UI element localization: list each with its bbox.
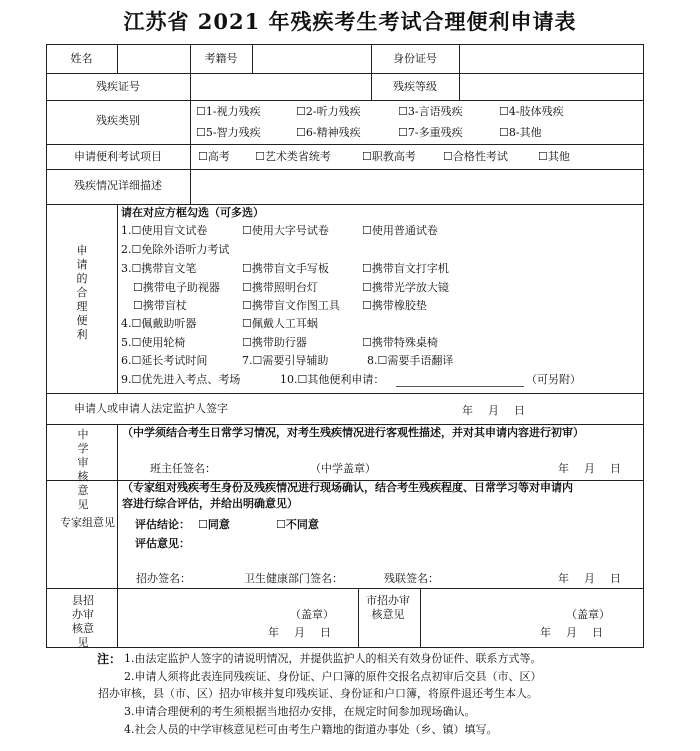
disability-detail-field[interactable] xyxy=(193,172,640,202)
accommodation-option[interactable]: 6.☐延长考试时间 xyxy=(121,354,208,367)
exam-type-label: 申请便利考试项目 xyxy=(74,150,162,163)
accommodation-option[interactable]: 5.☐使用轮椅 xyxy=(121,336,186,349)
accommodation-option[interactable]: ☐携带光学放大镜 xyxy=(362,281,449,294)
expert-instruction-line1: （专家组对残疾考生身份及残疾情况进行现场确认，结合考生残疾程度、日常学习等对申请内 xyxy=(122,481,573,494)
exam-type-option[interactable]: ☐其他 xyxy=(538,150,570,163)
form-title: 江苏省 2021 年残疾考生考试合理便利申请表 xyxy=(123,9,577,34)
accommodation-option[interactable]: 1.☐使用盲文试卷 xyxy=(121,224,208,237)
disability-cert-label: 残疾证号 xyxy=(96,80,140,93)
agree-checkbox[interactable]: ☐同意 xyxy=(198,518,230,531)
disability-level-label: 残疾等级 xyxy=(393,80,437,93)
county-seal-note: （盖章） xyxy=(290,608,334,621)
category-option[interactable]: ☐3-言语残疾 xyxy=(398,105,463,118)
name-label: 姓名 xyxy=(70,52,93,65)
accommodation-option[interactable]: ☐携带照明台灯 xyxy=(242,281,318,294)
accommodation-option[interactable]: ☐使用普通试卷 xyxy=(362,224,438,237)
accommodation-option[interactable]: ☐携带助行器 xyxy=(242,336,307,349)
accommodation-option[interactable]: ☐携带盲文手写板 xyxy=(242,262,329,275)
school-review-label: 中学审核意见 xyxy=(77,428,89,511)
note-line: 4.社会人员的中学审核意见栏可由考生户籍地的街道办事处（乡、镇）填写。 xyxy=(124,723,498,736)
disability-cert-field[interactable] xyxy=(193,76,367,98)
city-seal-note: （盖章） xyxy=(566,608,610,621)
category-option[interactable]: ☐4-肢体残疾 xyxy=(499,105,564,118)
accommodation-section-label: 申请的合理便利 xyxy=(76,244,88,341)
signature-date: 年 月 日 xyxy=(462,404,527,417)
accommodation-option[interactable]: ☐佩戴人工耳蜗 xyxy=(242,317,318,330)
county-review-date: 年 月 日 xyxy=(268,626,333,639)
teacher-signature-label: 班主任签名： xyxy=(150,462,216,475)
category-option[interactable]: ☐8-其他 xyxy=(499,126,542,139)
admissions-office-signature-label: 招办签名： xyxy=(136,572,191,585)
assessment-opinion-field[interactable] xyxy=(200,534,630,554)
category-option[interactable]: ☐7-多重残疾 xyxy=(398,126,463,139)
disability-detail-label: 残疾情况详细描述 xyxy=(74,179,162,192)
applicant-signature-field[interactable] xyxy=(270,398,450,420)
disabled-federation-signature-label: 残联签名： xyxy=(384,572,439,585)
school-review-date: 年 月 日 xyxy=(558,462,623,475)
accommodation-option[interactable]: ☐使用大字号试卷 xyxy=(242,224,329,237)
accommodation-option[interactable]: ☐携带特殊桌椅 xyxy=(362,336,438,349)
accommodation-option[interactable]: ☐携带橡胶垫 xyxy=(362,299,427,312)
accommodation-option[interactable]: 4.☐佩戴助听器 xyxy=(121,317,197,330)
health-dept-signature-label: 卫生健康部门签名： xyxy=(244,572,343,585)
accommodation-option[interactable]: ☐携带盲文打字机 xyxy=(362,262,449,275)
category-option[interactable]: ☐6-精神残疾 xyxy=(296,126,361,139)
accommodation-option[interactable]: 8.☐需要手语翻译 xyxy=(367,354,454,367)
school-seal-note: （中学盖章） xyxy=(310,462,376,475)
note-line: 2.申请人须将此表连同残疾证、身份证、户口簿的原件交报名点初审后交县（市、区） xyxy=(124,670,542,683)
exam-type-option[interactable]: ☐职教高考 xyxy=(362,150,416,163)
category-option[interactable]: ☐2-听力残疾 xyxy=(296,105,361,118)
note-line: 招办审核，县（市、区）招办审核并复印残疾证、身份证和户口簿，将原件退还考生本人。 xyxy=(98,687,538,700)
exam-type-option[interactable]: ☐合格性考试 xyxy=(443,150,508,163)
expert-panel-label: 专家组意见 xyxy=(60,516,115,529)
name-field[interactable] xyxy=(120,48,188,70)
note-line: 1.由法定监护人签字的请说明情况，并提供监护人的相关有效身份证件、联系方式等。 xyxy=(124,652,542,665)
accommodation-option[interactable]: 2.☐免除外语听力考试 xyxy=(121,243,230,256)
category-option[interactable]: ☐5-智力残疾 xyxy=(196,126,261,139)
expert-instruction-line2: 容进行综合评估，并给出明确意见） xyxy=(122,497,298,510)
accommodation-option[interactable]: 3.☐携带盲文笔 xyxy=(121,262,197,275)
exam-type-option[interactable]: ☐高考 xyxy=(198,150,230,163)
city-review-date: 年 月 日 xyxy=(540,626,605,639)
accommodation-option[interactable]: 7.☐需要引导辅助 xyxy=(242,354,329,367)
expert-review-date: 年 月 日 xyxy=(558,572,623,585)
id-number-field[interactable] xyxy=(462,48,640,70)
attach-note: （可另附） xyxy=(526,373,581,386)
county-office-review-label: 县招办审核意见 xyxy=(72,594,94,649)
accommodation-option[interactable]: 10.☐其他便利申请： xyxy=(280,373,385,386)
assessment-conclusion-label: 评估结论： xyxy=(135,518,190,531)
disability-category-label: 残疾类别 xyxy=(96,114,140,127)
id-number-label: 身份证号 xyxy=(393,52,437,65)
city-office-review-label: 市招办审核意见 xyxy=(366,594,410,621)
assessment-opinion-label: 评估意见： xyxy=(135,537,190,550)
accommodation-option[interactable]: ☐携带电子助视器 xyxy=(133,281,220,294)
applicant-signature-label: 申请人或申请人法定监护人签字 xyxy=(74,402,228,415)
note-line: 3.申请合理便利的考生须根据当地招办安排，在规定时间参加现场确认。 xyxy=(124,705,476,718)
exam-type-option[interactable]: ☐艺术类省统考 xyxy=(255,150,331,163)
accommodation-option[interactable]: ☐携带盲文作图工具 xyxy=(242,299,340,312)
disability-level-field[interactable] xyxy=(462,76,640,98)
school-review-instruction: （中学须结合考生日常学习情况，对考生残疾情况进行客观性描述，并对其申请内容进行初审） xyxy=(122,426,584,439)
notes-prefix: 注： xyxy=(97,652,122,666)
accommodation-option[interactable]: ☐携带盲杖 xyxy=(133,299,187,312)
exam-number-field[interactable] xyxy=(255,48,367,70)
category-option[interactable]: ☐1-视力残疾 xyxy=(196,105,261,118)
accommodation-option[interactable]: 9.☐优先进入考点、考场 xyxy=(121,373,241,386)
exam-number-label: 考籍号 xyxy=(204,52,238,65)
accommodation-instruction: 请在对应方框勾选（可多选） xyxy=(121,206,264,219)
disagree-checkbox[interactable]: ☐不同意 xyxy=(276,518,319,531)
